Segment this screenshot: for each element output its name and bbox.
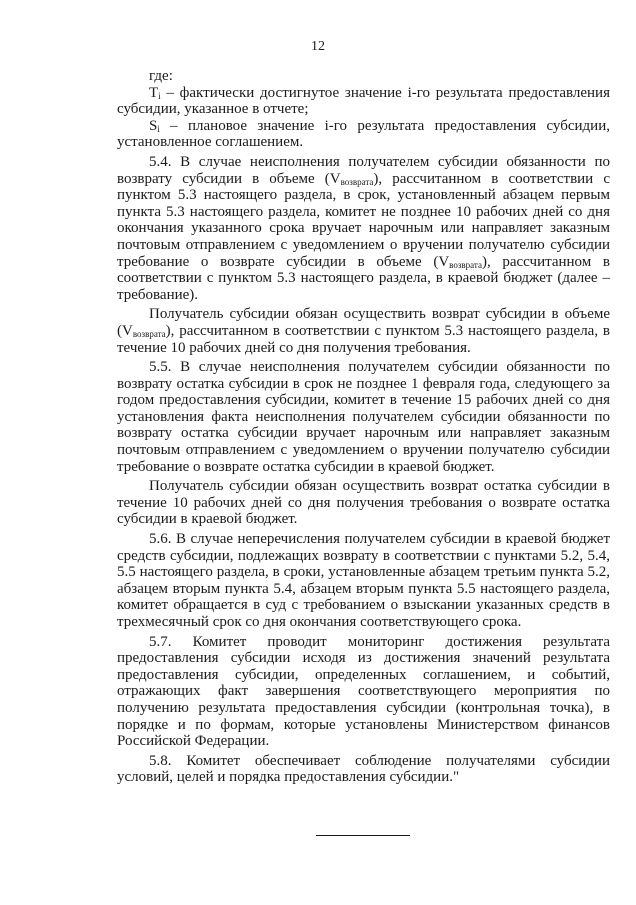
p54-part-c: ), рассчитанном в соответствии с пунктом 5.3 настоящего раздела, в краевой бюджет (далее – требование).: [117, 253, 610, 303]
p54-subscript-1: возврата: [340, 176, 374, 187]
paragraph-5-5: 5.5. В случае неисполнения получателем субсидии обязанности по возврату остатка субсидии в срок не позднее 1 февраля года, следующего за годом предоставления субсидии, комитет в течение 15 рабочих дней со дня установления факта неисполнения получателем субсидии обязанности по возврату остатка субсидии вручает нарочным или направляет заказным почтовым отправлением с уведомлением о вручении получателю субсидии требование о возврате остатка субсидии в краевой бюджет.: [117, 359, 610, 475]
paragraph-5-4-second: [117, 306, 610, 356]
p54b-part-b: ), рассчитанном в соответствии с пунктом 5.3 настоящего раздела, в течение 10 рабочих дней со дня получения требования.: [117, 322, 610, 356]
paragraph-5-8: 5.8. Комитет обеспечивает соблюдение получателями субсидии условий, целей и порядка предоставления субсидии.": [117, 752, 610, 786]
p54b-subscript: возврата: [132, 328, 166, 339]
paragraph-5-6: 5.6. В случае неперечисления получателем субсидии в краевой бюджет средств субсидии, подлежащих возврату в соответствии с пунктами 5.2, 5.4, 5.5 настоящего раздела, в сроки, установленные абзацем третьим пункта 5.2, абзацем вторым пункта 5.4, абзацем вторым пункта 5.5 настоящего раздела, комитет обращается в суд с требованием о взыскании указанных средств в трехмесячный срок со дня окончания соответствующего срока.: [117, 531, 610, 630]
paragraph-5-4: [117, 154, 610, 303]
p54-part-b: ), рассчитанном в соответствии с пунктом 5.3 настоящего раздела, в срок, установленный абзацем первым пункта 5.3 настоящего раздела, комитет не позднее 10 рабочих дней со дня окончания указанного срока вручает нарочным или направляет заказным почтовым отправлением с уведомлением о вручении получателю субсидии требование о возврате субсидии в объеме (V: [117, 170, 610, 270]
p54b-part-a: Получатель субсидии обязан осуществить возврат субсидии в объеме (V: [117, 306, 610, 339]
closing-divider: [316, 835, 410, 836]
paragraph-5-7: 5.7. Комитет проводит мониторинг достижения результата предоставления субсидии исходя из достижения значений результата предоставления субсидии, определенных соглашением, и событий, отражающих факт завершения соответствующего мероприятия по получению результата предоставления субсидии (контрольная точка), в порядке и по формам, которые установлены Министерством финансов Российской Федерации.: [117, 633, 610, 750]
ti-definition: [117, 85, 610, 118]
where-label: где:: [149, 68, 173, 84]
si-symbol: S: [149, 117, 158, 134]
p54-subscript-2: возврата: [449, 259, 482, 270]
ti-text: – фактически достигнутое значение i-го результата предоставления субсидии, указанное в отчете;: [117, 84, 610, 118]
ti-symbol: T: [149, 84, 159, 101]
paragraph-5-5-second: Получатель субсидии обязан осуществить возврат остатка субсидии в течение 10 рабочих дней со дня получения требования о возврате остатка субсидии в краевой бюджет.: [117, 478, 610, 528]
document-body: [117, 68, 610, 786]
si-definition: [117, 118, 610, 151]
ti-subscript: i: [158, 90, 161, 101]
page-number: 12: [311, 39, 325, 54]
si-text: – плановое значение i-го результата предоставления субсидии, установленное соглашением.: [117, 117, 610, 151]
p54-part-a: 5.4. В случае неисполнения получателем субсидии обязанности по возврату субсидии в объеме (V: [117, 153, 610, 187]
si-subscript: i: [157, 123, 160, 134]
